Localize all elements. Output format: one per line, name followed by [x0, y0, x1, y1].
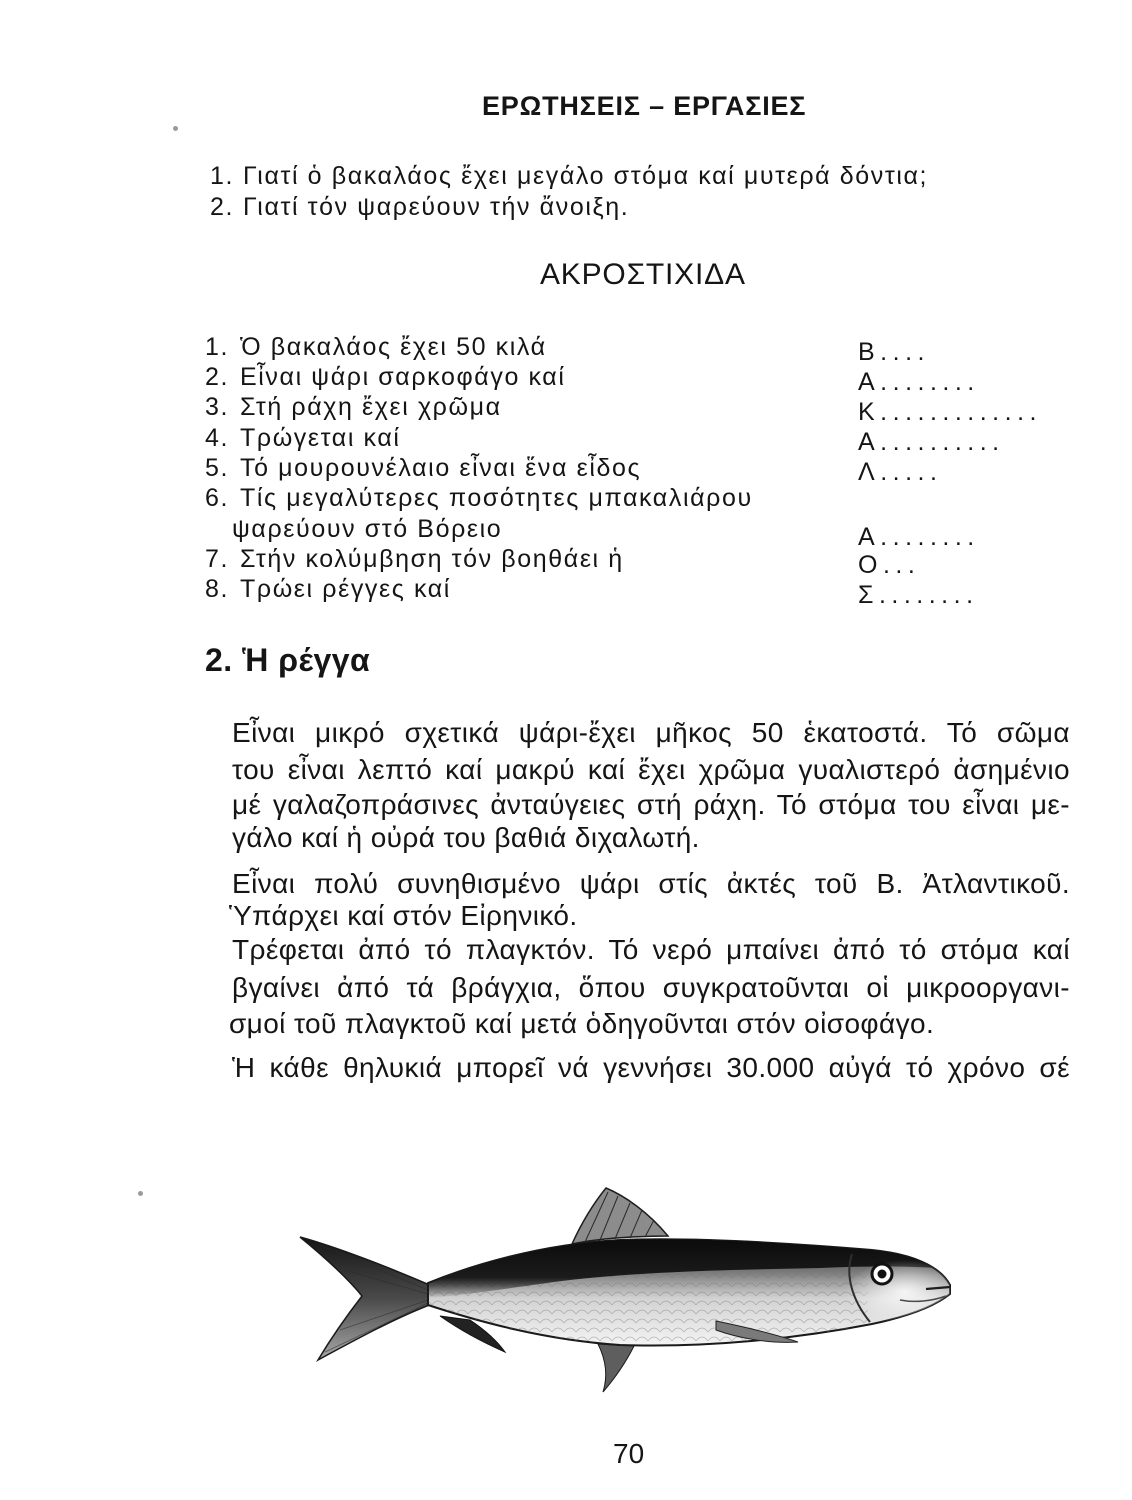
acrostic-number: 5.	[205, 454, 230, 482]
acrostic-number: 3.	[205, 393, 230, 421]
acrostic-answer-blank: Λ.....	[858, 458, 943, 486]
herring-illustration	[290, 1170, 970, 1400]
acrostic-number: 6.	[205, 484, 230, 512]
acrostic-answer-blank: Α........	[858, 368, 980, 396]
scan-speck	[138, 1191, 143, 1196]
fish-dorsal-fin	[572, 1188, 668, 1244]
acrostic-clue: Τρώει ρέγγες καί	[240, 575, 451, 603]
acrostic-number: 2.	[205, 363, 230, 391]
question-number: 2.	[210, 193, 235, 221]
acrostic-number: 7.	[205, 545, 230, 573]
question-number: 1.	[210, 162, 235, 190]
paragraph-line: βγαίνει ἀπό τά βράγχια, ὅπου συγκρατοῦνται οἱ μικροοργανι-	[232, 972, 1070, 1003]
paragraph-line: Τρέφεται ἀπό τό πλαγκτόν. Τό νερό μπαίνει ἀπό τό στόμα καί	[232, 934, 1070, 965]
fish-tail	[300, 1237, 432, 1360]
acrostic-number: 8.	[205, 575, 230, 603]
acrostic-clue: Στή ράχη ἔχει χρῶμα	[240, 393, 502, 421]
paragraph-line: σμοί τοῦ πλαγκτοῦ καί μετά ὁδηγοῦνται στόν οἰσοφάγο.	[229, 1008, 935, 1039]
acrostic-clue: Στήν κολύμβηση τόν βοηθάει ἡ	[240, 545, 624, 573]
paragraph-line: γάλο καί ἡ οὐρά του βαθιά διχαλωτή.	[232, 822, 700, 853]
fish-head-highlight	[845, 1260, 965, 1324]
fish-pelvic-fin	[598, 1344, 634, 1392]
acrostic-number: 4.	[205, 424, 230, 452]
paragraph-line: Ἡ κάθε θηλυκιά μπορεῖ νά γεννήσει 30.000 αὐγά τό χρόνο σέ	[232, 1052, 1070, 1083]
acrostic-clue: Τίς μεγαλύτερες ποσότητες μπακαλιάρου	[240, 484, 753, 512]
acrostic-answer-blank: Ο...	[858, 551, 921, 579]
acrostic-answer-blank: Α........	[858, 523, 980, 551]
questions-title: ΕΡΩΤΗΣΕΙΣ – ΕΡΓΑΣΙΕΣ	[482, 91, 807, 121]
paragraph-line: μέ γαλαζοπράσινες ἀνταύγειες στή ράχη. Τό στόμα του εἶναι με-	[232, 789, 1070, 820]
paragraph-line: Ὑπάρχει καί στόν Εἰρηνικό.	[229, 900, 578, 931]
acrostic-clue: Εἶναι ψάρι σαρκοφάγο καί	[240, 363, 566, 391]
question-text: Γιατί ὁ βακαλάος ἔχει μεγάλο στόμα καί μυτερά δόντια;	[243, 162, 929, 190]
scan-speck	[173, 126, 178, 131]
paragraph-line: Εἶναι μικρό σχετικά ψάρι-ἔχει μῆκος 50 ἑκατοστά. Τό σῶμα	[232, 717, 1070, 748]
page-number: 70	[613, 1438, 645, 1469]
paragraph-line: του εἶναι λεπτό καί μακρύ καί ἔχει χρῶμα γυαλιστερό ἀσημένιο	[232, 754, 1070, 785]
acrostic-clue-continued: ψαρεύουν στό Βόρειο	[232, 515, 503, 543]
acrostic-clue: Ὁ βακαλάος ἔχει 50 κιλά	[240, 333, 547, 361]
acrostic-answer-blank: Κ.............	[858, 398, 1042, 426]
acrostic-number: 1.	[205, 333, 230, 361]
paragraph-line: Εἶναι πολύ συνηθισμένο ψάρι στίς ἀκτές τοῦ Β. Ἀτλαντικοῦ.	[232, 868, 1070, 899]
fish-pupil	[878, 1270, 887, 1279]
fish-body-texture	[428, 1236, 965, 1348]
acrostic-answer-blank: Α..........	[858, 428, 1005, 456]
acrostic-clue: Τρώγεται καί	[240, 424, 401, 452]
acrostic-answer-blank: Σ........	[858, 581, 979, 609]
acrostic-title: ΑΚΡΟΣΤΙΧΙΔΑ	[540, 258, 746, 291]
acrostic-answer-blank: Β....	[858, 338, 930, 366]
question-text: Γιατί τόν ψαρεύουν τήν ἄνοιξη.	[243, 193, 630, 221]
section-heading: 2. Ἡ ρέγγα	[205, 642, 371, 678]
acrostic-clue: Τό μουρουνέλαιο εἶναι ἕνα εἶδος	[240, 454, 642, 482]
